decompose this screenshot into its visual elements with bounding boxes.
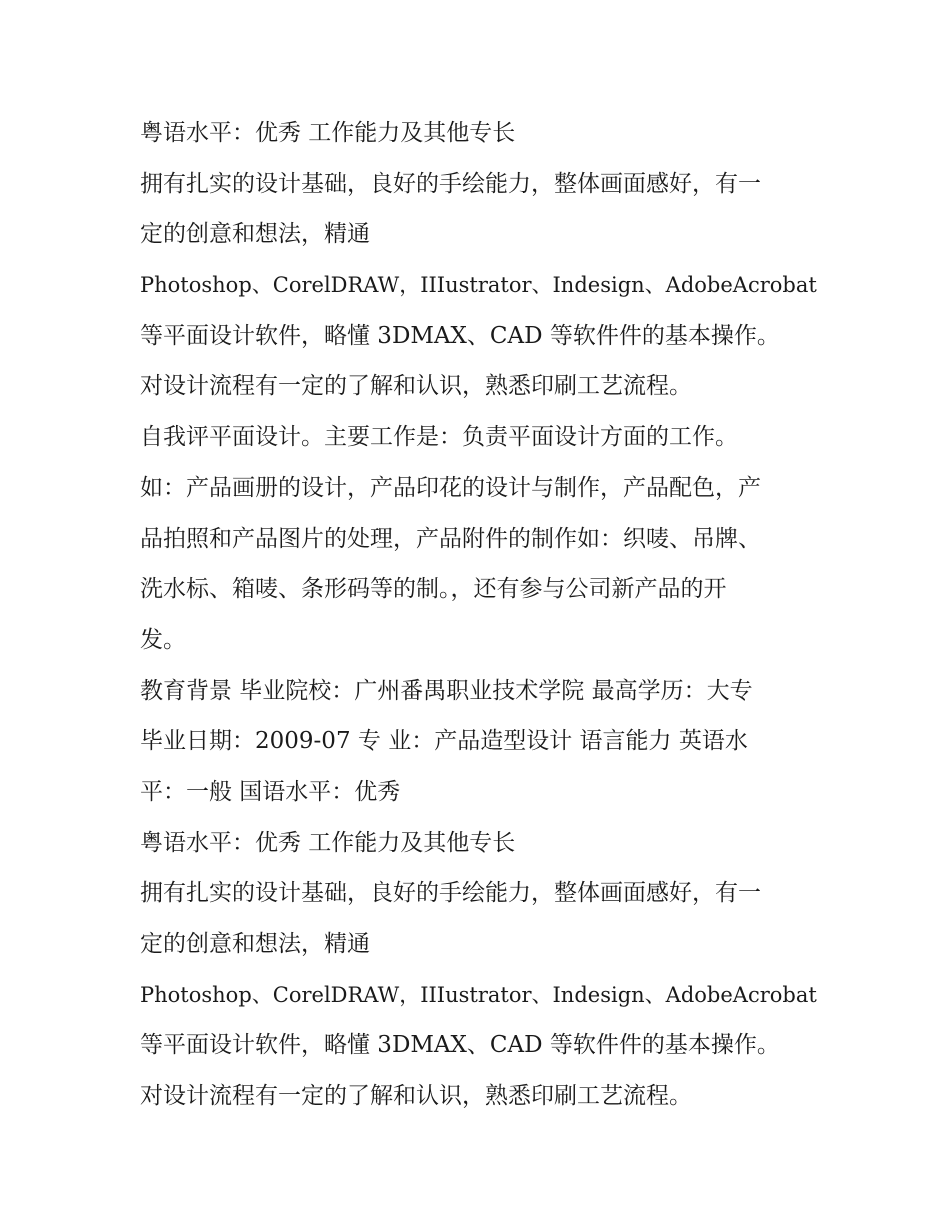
text-line: 品拍照和产品图片的处理，产品附件的制作如：织唛、吊牌、 [140, 525, 761, 552]
text-line: 等平面设计软件，略懂 3DMAX、CAD 等软件件的基本操作。 [140, 1032, 780, 1059]
text-line: 教育背景 毕业院校：广州番禺职业技术学院 最高学历：大专 [140, 677, 753, 704]
text-line: 拥有扎实的设计基础，良好的手绘能力，整体画面感好，有一 [140, 880, 761, 907]
text-line: 等平面设计软件，略懂 3DMAX、CAD 等软件件的基本操作。 [140, 322, 780, 349]
text-line: 定的创意和想法，精通 [140, 221, 370, 248]
text-line: 平：一般 国语水平：优秀 [140, 778, 401, 805]
text-line: 洗水标、箱唛、条形码等的制。，还有参与公司新产品的开 [140, 576, 727, 603]
text-line: 拥有扎实的设计基础，良好的手绘能力，整体画面感好，有一 [140, 170, 761, 197]
text-line: 定的创意和想法，精通 [140, 931, 370, 957]
document-body [140, 108, 820, 1122]
text-line: 如：产品画册的设计，产品印花的设计与制作，产品配色，产 [140, 474, 761, 501]
text-line: Photoshop、CorelDRAW，IIIustrator、Indesign、AdobeAcrobat [140, 273, 817, 298]
text-line: 粤语水平：优秀 工作能力及其他专长 [140, 120, 516, 146]
text-line: 自我评平面设计。主要工作是：负责平面设计方面的工作。 [140, 424, 738, 451]
text-line: 对设计流程有一定的了解和认识，熟悉印刷工艺流程。 [140, 373, 692, 400]
text-line: 毕业日期：2009-07 专 业：产品造型设计 语言能力 英语水 [140, 728, 748, 755]
text-line: 发。 [140, 626, 186, 653]
text-line: Photoshop、CorelDRAW，IIIustrator、Indesign、AdobeAcrobat [140, 982, 817, 1007]
text-line: 对设计流程有一定的了解和认识，熟悉印刷工艺流程。 [140, 1083, 692, 1110]
text-line: 粤语水平：优秀 工作能力及其他专长 [140, 829, 516, 856]
